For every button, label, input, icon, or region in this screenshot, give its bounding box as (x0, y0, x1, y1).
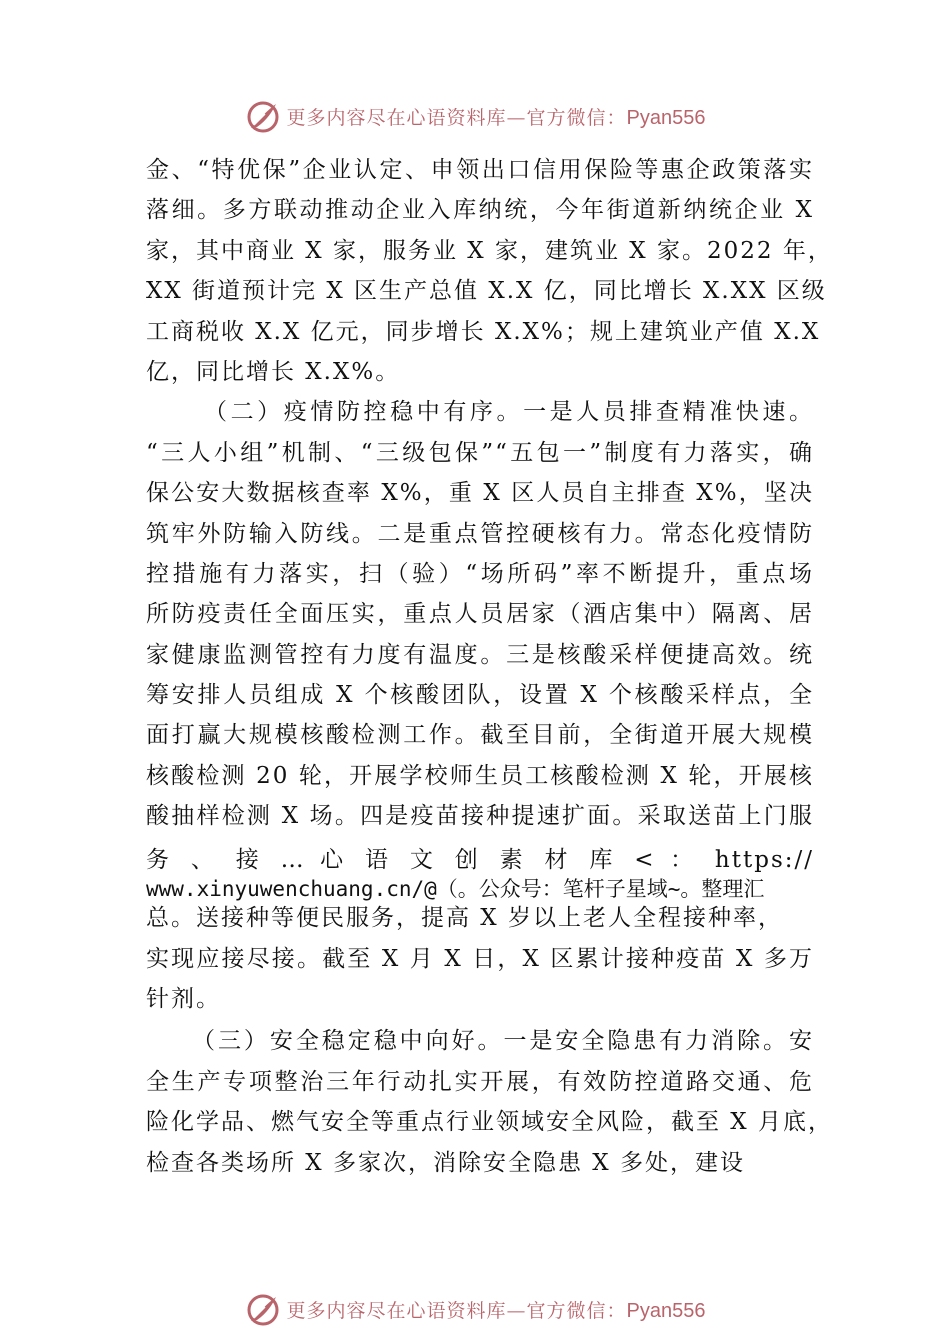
text-line: 面打赢大规模核酸检测工作。截至目前，全街道开展大规模 (146, 722, 814, 749)
text-line: 所防疫责任全面压实，重点人员居家（酒店集中）隔离、居 (146, 601, 814, 628)
text-line: 核酸检测 20 轮，开展学校师生员工核酸检测 X 轮，开展核 (146, 762, 814, 789)
wechat-handle: Pyan556 (626, 106, 706, 129)
watermark-text: 更多内容尽在心语资料库—官方微信：Pyan556 (286, 106, 706, 129)
text-line: 务 、 接 … 心 语 文 创 素 材 库 < ： https:// (146, 846, 814, 873)
paragraph-safety-stability (146, 1021, 833, 1183)
text-line: 落细。多方联动推动企业入库纳统，今年街道新纳统企业 X (146, 197, 814, 224)
pen-quill-logo-icon (245, 98, 281, 134)
text-line: 全生产专项整治三年行动扎实开展，有效防控道路交通、危 (146, 1068, 814, 1095)
wechat-handle: Pyan556 (626, 1299, 706, 1322)
footer-watermark-banner (0, 1289, 950, 1329)
text-line: 险化学品、燃气安全等重点行业领域安全风险，截至 X 月底， (146, 1109, 833, 1136)
document-body (146, 150, 833, 1183)
text-line: 筑牢外防输入防线。二是重点管控硬核有力。常态化疫情防 (146, 520, 814, 547)
text-line: 针剂。 (146, 986, 221, 1013)
watermark-text: 更多内容尽在心语资料库—官方微信：Pyan556 (286, 1299, 706, 1322)
text-line: XX 街道预计完 X 区生产总值 X.X 亿，同比增长 X.XX 区级 (146, 278, 827, 305)
text-line: 检查各类场所 X 多家次，消除安全隐患 X 多处，建设 (146, 1149, 745, 1176)
text-line: 金、“特优保”企业认定、申领出口信用保险等惠企政策落实 (146, 157, 814, 183)
text-line: “三人小组”机制、“三级包保”“五包一”制度有力落实，确 (146, 439, 814, 466)
text-line: 工商税收 X.X 亿元，同步增长 X.X%；规上建筑业产值 X.X (146, 318, 821, 345)
text-line: 保公安大数据核查率 X%，重 X 区人员自主排查 X%，坚决 (146, 480, 814, 507)
text-line: 控措施有力落实，扫（验）“场所码”率不断提升，重点场 (146, 560, 814, 587)
source-url-line: www.xinyuwenchuang.cn/@（。公众号：笔杆子星域~。整理汇 (146, 876, 765, 901)
text-line: 实现应接尽接。截至 X 月 X 日，X 区累计接种疫苗 X 多万 (146, 945, 814, 972)
text-line: 家，其中商业 X 家，服务业 X 家，建筑业 X 家。2022 年， (146, 237, 833, 264)
section-heading-line: （二）疫情防控稳中有序。一是人员排查精准快速。 (204, 399, 814, 426)
text-line: 筹安排人员组成 X 个核酸团队，设置 X 个核酸采样点，全 (146, 682, 814, 709)
header-watermark-banner (0, 96, 950, 136)
section-heading-line: （三）安全稳定稳中向好。一是安全隐患有力消除。安 (192, 1028, 814, 1055)
text-line: 家健康监测管控有力度有温度。三是核酸采样便捷高效。统 (146, 641, 814, 668)
text-line: 亿，同比增长 X.X%。 (146, 358, 401, 385)
text-line: 酸抽样检测 X 场。四是疫苗接种提速扩面。采取送苗上门服 (146, 803, 814, 830)
paragraph-economy (146, 150, 833, 392)
paragraph-epidemic-control (146, 392, 814, 1019)
text-line: 总。送接种等便民服务，提高 X 岁以上老人全程接种率， (146, 904, 783, 931)
pen-quill-logo-icon (245, 1291, 281, 1327)
